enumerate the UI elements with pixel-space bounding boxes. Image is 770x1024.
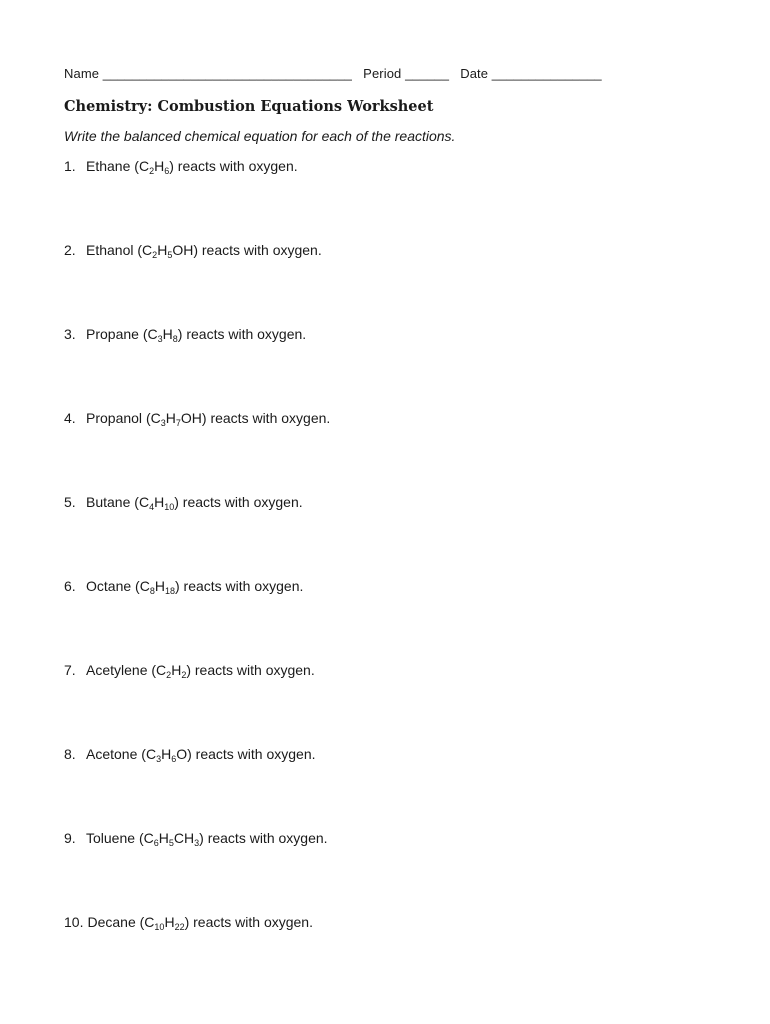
- question-number: 5.: [64, 494, 76, 510]
- question-item: [64, 242, 322, 258]
- name-label: Name: [64, 66, 100, 81]
- question-number: 7.: [64, 662, 76, 678]
- compound-name: Butane: [86, 494, 135, 510]
- question-number: 8.: [64, 746, 76, 762]
- question-item: [64, 662, 315, 678]
- compound-name: Ethanol: [86, 242, 138, 258]
- compound-name: Acetone: [86, 746, 142, 762]
- chemical-formula: $(C_6H_5CH_3)$: [138, 830, 204, 848]
- compound-name: Octane: [86, 578, 136, 594]
- worksheet-instructions: Write the balanced chemical equation for each of the reactions.: [64, 128, 456, 144]
- question-text: reacts with oxygen.: [206, 410, 331, 426]
- question-number: 1.: [64, 158, 76, 174]
- chemical-formula: $(C_{10}H_{22})$: [139, 914, 190, 932]
- name-blank[interactable]: __________________________________: [102, 66, 353, 81]
- question-text: reacts with oxygen.: [198, 242, 322, 258]
- chemical-formula: $(C_2H_2)$: [151, 662, 191, 680]
- question-item: [64, 746, 316, 762]
- chemical-formula: $(C_4H_{10})$: [134, 494, 179, 512]
- date-label: Date: [460, 66, 489, 81]
- question-text: reacts with oxygen.: [191, 662, 315, 678]
- question-item: [64, 158, 298, 174]
- question-number: 9.: [64, 830, 76, 846]
- chemical-formula: $(C_3H_6O)$: [141, 746, 192, 764]
- compound-name: Acetylene: [86, 662, 152, 678]
- question-item: [64, 494, 303, 510]
- chemical-formula: $(C_8H_{18})$: [135, 578, 180, 596]
- chemical-formula: $(C_3H_7OH)$: [145, 410, 207, 428]
- question-text: reacts with oxygen.: [191, 746, 316, 762]
- period-label: Period: [363, 66, 402, 81]
- question-number: 2.: [64, 242, 76, 258]
- question-text: reacts with oxygen.: [189, 914, 313, 930]
- compound-name: Propanol: [86, 410, 146, 426]
- question-number: 10.: [64, 914, 84, 930]
- question-number: 4.: [64, 410, 76, 426]
- compound-name: Ethane: [86, 158, 135, 174]
- question-item: [64, 578, 303, 594]
- question-text: reacts with oxygen.: [182, 326, 307, 342]
- chemical-formula: $(C_2H_6)$: [134, 158, 174, 176]
- question-number: 3.: [64, 326, 76, 342]
- question-text: reacts with oxygen.: [173, 158, 298, 174]
- question-number: 6.: [64, 578, 76, 594]
- question-text: reacts with oxygen.: [203, 830, 328, 846]
- worksheet-title: Chemistry: Combustion Equations Worksheet: [64, 98, 434, 115]
- compound-name: Propane: [86, 326, 143, 342]
- chemical-formula: $(C_2H_5OH)$: [137, 242, 198, 260]
- question-item: [64, 410, 330, 426]
- question-text: reacts with oxygen.: [178, 494, 303, 510]
- student-info-line: [64, 66, 602, 81]
- question-item: [64, 326, 306, 342]
- compound-name: Toluene: [86, 830, 139, 846]
- period-blank[interactable]: ______: [405, 66, 450, 81]
- question-item: [64, 914, 313, 930]
- date-blank[interactable]: _______________: [491, 66, 602, 81]
- chemical-formula: $(C_3H_8)$: [142, 326, 183, 344]
- question-text: reacts with oxygen.: [179, 578, 304, 594]
- compound-name: Decane: [87, 914, 140, 930]
- question-item: [64, 830, 328, 846]
